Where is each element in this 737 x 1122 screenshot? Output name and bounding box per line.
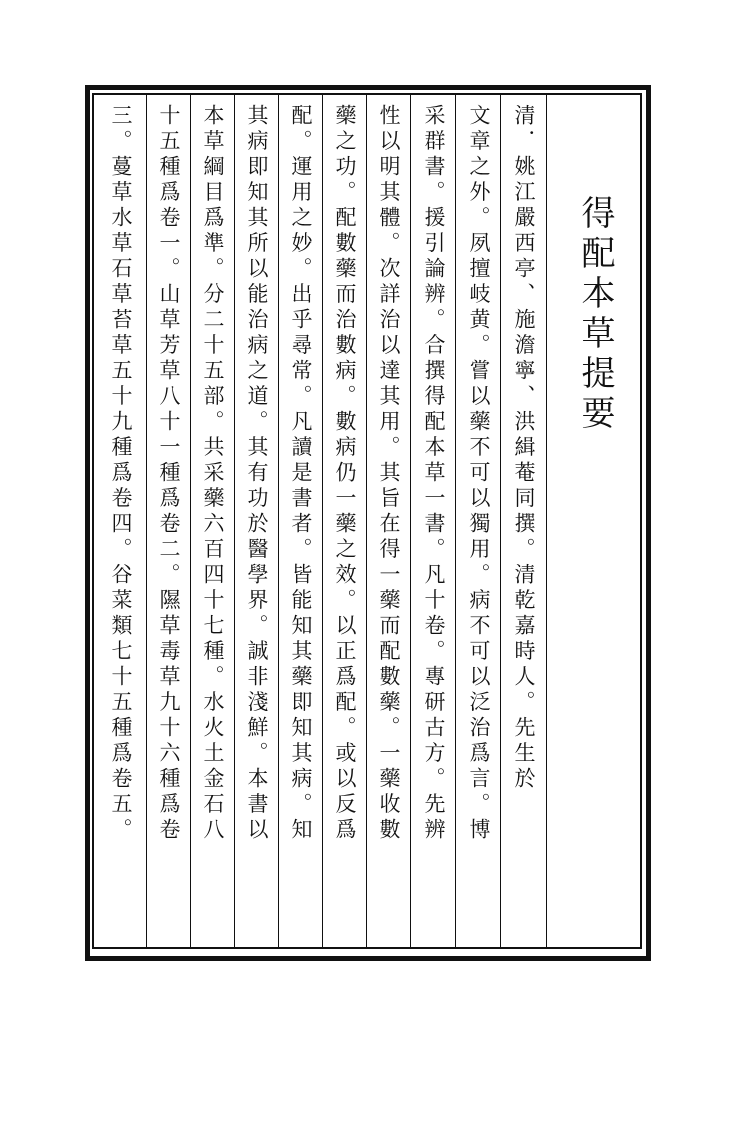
column-rule	[278, 93, 279, 949]
text-column-2: 文章之外。夙擅岐黄。嘗以藥不可以獨用。病不可以泛治爲言。博	[467, 104, 491, 844]
text-column-9: 十五種爲卷一。山草芳草八十一種爲卷二。隰草毒草九十六種爲卷	[157, 104, 181, 844]
text-column-10: 三。蔓草水草石草苔草五十九種爲卷四。谷菜類七十五種爲卷五。	[109, 104, 133, 844]
text-column-7: 其病即知其所以能治病之道。其有功於醫學界。誠非淺鮮。本書以	[245, 104, 269, 844]
column-rule	[190, 93, 191, 949]
text-column-5: 藥之功。配數藥而治數病。數病仍一藥之效。以正爲配。或以反爲	[333, 104, 357, 844]
column-rule	[455, 93, 456, 949]
text-column-3: 采群書。援引論辨。合撰得配本草一書。凡十卷。專研古方。先辨	[422, 104, 446, 844]
column-rule	[146, 93, 147, 949]
text-column-6: 配。運用之妙。出乎尋常。凡讀是書者。皆能知其藥即知其病。知	[289, 104, 313, 844]
column-rule	[366, 93, 367, 949]
text-column-1: 清．姚江嚴西亭、施澹寧、洪緝菴同撰。清乾嘉時人。先生於	[512, 104, 536, 793]
text-column-4: 性以明其體。次詳治以達其用。其旨在得一藥而配數藥。一藥收數	[377, 104, 401, 844]
page-title: 得配本草提要	[575, 195, 615, 435]
column-rule	[322, 93, 323, 949]
column-rule	[500, 93, 501, 949]
column-rule	[546, 93, 547, 949]
column-rule	[410, 93, 411, 949]
text-column-8: 本草綱目爲準。分二十五部。共采藥六百四十七種。水火土金石八	[201, 104, 225, 844]
column-rule	[234, 93, 235, 949]
